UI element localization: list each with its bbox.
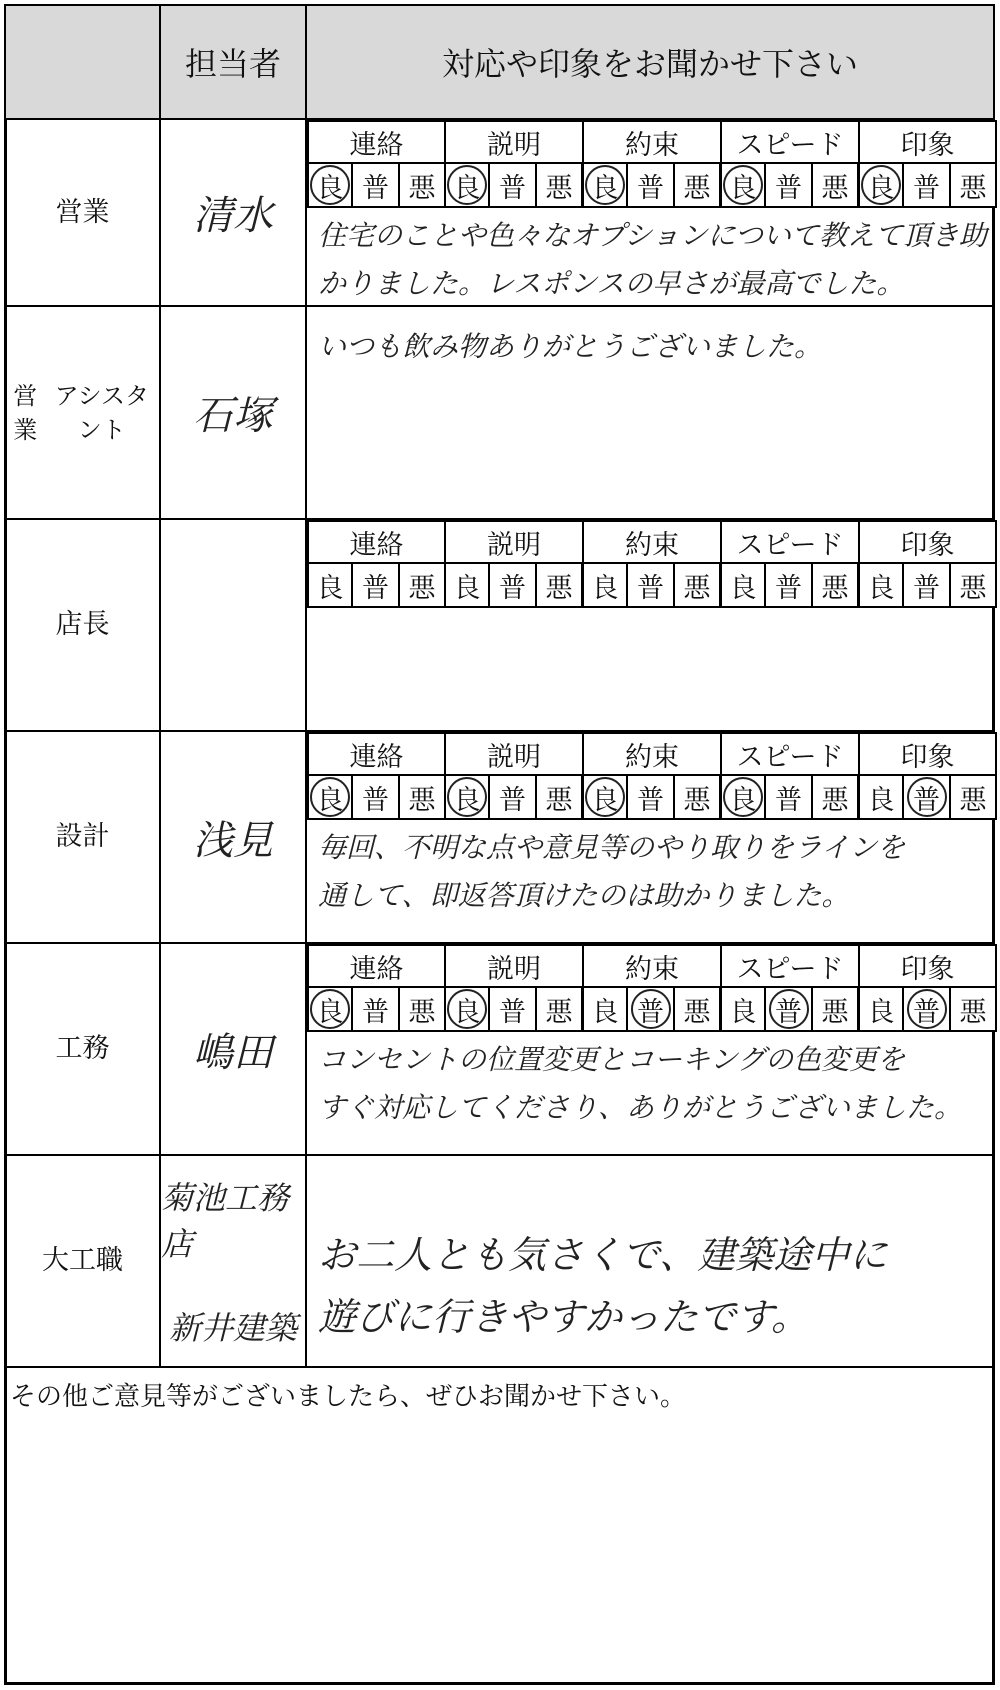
handwritten-comment-line: 通して、即返答頂けたのは助かりました。 — [318, 879, 850, 912]
rating-option[interactable] — [444, 162, 490, 208]
rating-option[interactable] — [535, 162, 583, 208]
selection-circle-icon — [310, 165, 350, 205]
staff-name-cell — [159, 305, 307, 520]
role-cell — [4, 942, 161, 1156]
rating-option-label: 悪 — [959, 996, 987, 1028]
role-label: 大工職 — [42, 1245, 123, 1276]
rating-category-label: 約束 — [582, 120, 722, 164]
selection-circle-icon — [861, 165, 901, 205]
rating-option-label: 悪 — [408, 572, 436, 604]
rating-option-label: 良 — [453, 172, 481, 204]
rating-option[interactable] — [949, 162, 997, 208]
rating-option-label: 普 — [637, 172, 664, 204]
rating-category-label: 説明 — [444, 944, 584, 988]
staff-name: 浅見 — [193, 817, 273, 864]
rating-option[interactable] — [626, 986, 675, 1032]
rating-option[interactable] — [398, 986, 446, 1032]
rating-option-label: 悪 — [545, 172, 573, 204]
rating-option-label: 普 — [637, 996, 664, 1028]
rating-option[interactable] — [720, 986, 766, 1032]
staff-name: 菊池工務店 — [161, 1179, 290, 1263]
staff-name: 清水 — [193, 193, 273, 239]
selection-circle-icon — [631, 989, 671, 1029]
rating-category-label: 約束 — [582, 520, 722, 564]
role-cell — [4, 118, 161, 307]
rating-option[interactable] — [949, 562, 997, 608]
rating-option[interactable] — [582, 162, 628, 208]
rating-category-label: 連絡 — [307, 120, 446, 164]
rating-option[interactable] — [673, 986, 721, 1032]
rating-option-label: 良 — [867, 784, 895, 816]
role-cell — [4, 730, 161, 944]
rating-option[interactable] — [811, 986, 859, 1032]
rating-category-label: 約束 — [582, 944, 722, 988]
role-label: アシスタント — [54, 381, 149, 444]
rating-option-label: 普 — [775, 572, 802, 604]
rating-option[interactable] — [582, 562, 628, 608]
selection-circle-icon — [447, 165, 487, 205]
rating-option[interactable] — [858, 562, 904, 608]
rating-option[interactable] — [444, 986, 490, 1032]
selection-circle-icon — [585, 777, 625, 817]
footer-label: その他ご意見等がございましたら、ぜひお聞かせ下さい。 — [10, 1382, 687, 1412]
header-role-cell — [4, 4, 161, 120]
rating-option[interactable] — [444, 774, 490, 820]
rating-option[interactable] — [720, 562, 766, 608]
rating-option-label: 良 — [316, 996, 344, 1028]
rating-option[interactable] — [858, 986, 904, 1032]
handwritten-comment-line: 住宅のことや色々なオプションについて教えて頂き助 — [318, 219, 987, 252]
rating-option[interactable] — [720, 774, 766, 820]
rating-option-label: 良 — [453, 996, 481, 1028]
header-prompt — [305, 4, 995, 120]
header-tantou — [159, 4, 307, 120]
selection-circle-icon — [310, 989, 350, 1029]
rating-option-label: 良 — [729, 572, 757, 604]
rating-option-label: 良 — [591, 172, 619, 204]
handwritten-comment-line: かりました。レスポンスの早さが最高でした。 — [318, 267, 905, 300]
rating-option-label: 良 — [867, 172, 895, 204]
rating-option[interactable] — [535, 986, 583, 1032]
rating-option-label: 良 — [591, 784, 619, 816]
staff-name-cell — [159, 118, 307, 307]
rating-option[interactable] — [398, 774, 446, 820]
rating-option-label: 悪 — [959, 172, 987, 204]
handwritten-comment-line: 遊びに行きやすかったです。 — [318, 1295, 809, 1339]
rating-option[interactable] — [673, 562, 721, 608]
rating-option[interactable] — [307, 162, 353, 208]
rating-option-label: 良 — [729, 784, 757, 816]
rating-option[interactable] — [902, 162, 951, 208]
selection-circle-icon — [907, 777, 947, 817]
rating-option[interactable] — [351, 562, 400, 608]
rating-option[interactable] — [949, 774, 997, 820]
rating-option[interactable] — [488, 162, 537, 208]
rating-option[interactable] — [488, 562, 537, 608]
rating-category-label: 印象 — [858, 944, 997, 988]
rating-option[interactable] — [811, 562, 859, 608]
rating-option-label: 普 — [913, 572, 940, 604]
staff-name: 新井建築 — [168, 1309, 297, 1347]
rating-option-label: 普 — [499, 172, 526, 204]
rating-option-label: 良 — [729, 172, 757, 204]
role-label: 店長 — [55, 609, 110, 640]
rating-option[interactable] — [764, 774, 813, 820]
rating-category-label: 約束 — [582, 732, 722, 776]
rating-option[interactable] — [858, 774, 904, 820]
rating-category-label: スピード — [720, 120, 860, 164]
header-tantou-label: 担当者 — [184, 45, 281, 83]
rating-option[interactable] — [902, 986, 951, 1032]
rating-option[interactable] — [764, 162, 813, 208]
rating-option-label: 普 — [637, 784, 664, 816]
rating-category-label: スピード — [720, 732, 860, 776]
rating-category-label: 連絡 — [307, 732, 446, 776]
rating-option[interactable] — [351, 162, 400, 208]
rating-option-label: 悪 — [821, 784, 849, 816]
footer-box — [4, 1366, 995, 1685]
rating-option[interactable] — [858, 162, 904, 208]
staff-name: 石塚 — [193, 393, 273, 439]
rating-option-label: 良 — [591, 996, 619, 1028]
handwritten-comment-line: お二人とも気さくで、建築途中に — [318, 1233, 888, 1277]
staff-name-cell — [159, 730, 307, 944]
rating-option[interactable] — [626, 562, 675, 608]
staff-name: 嶋田 — [193, 1029, 273, 1076]
rating-option-label: 普 — [499, 996, 526, 1028]
rating-option-label: 悪 — [545, 996, 573, 1028]
rating-option[interactable] — [488, 774, 537, 820]
rating-option-label: 悪 — [959, 572, 987, 604]
handwritten-comment-line: コンセントの位置変更とコーキングの色変更を — [318, 1043, 906, 1076]
selection-circle-icon — [585, 165, 625, 205]
rating-option[interactable] — [811, 774, 859, 820]
staff-name-cell — [159, 1154, 307, 1368]
rating-option-label: 普 — [362, 572, 389, 604]
rating-option-label: 悪 — [959, 784, 987, 816]
rating-option-label: 普 — [362, 784, 389, 816]
rating-option[interactable] — [488, 986, 537, 1032]
rating-option[interactable] — [582, 986, 628, 1032]
rating-option-label: 普 — [913, 996, 940, 1028]
rating-option-label: 悪 — [821, 572, 849, 604]
rating-option-label: 悪 — [408, 172, 436, 204]
rating-option[interactable] — [535, 774, 583, 820]
rating-option-label: 普 — [362, 996, 389, 1028]
rating-option[interactable] — [811, 162, 859, 208]
selection-circle-icon — [310, 777, 350, 817]
rating-category-label: 印象 — [858, 520, 997, 564]
rating-option-label: 悪 — [683, 784, 711, 816]
rating-option[interactable] — [949, 986, 997, 1032]
rating-option-label: 悪 — [408, 996, 436, 1028]
rating-category-label: 連絡 — [307, 944, 446, 988]
rating-option-label: 良 — [867, 996, 895, 1028]
rating-option[interactable] — [307, 774, 353, 820]
selection-circle-icon — [447, 989, 487, 1029]
rating-option-label: 悪 — [683, 172, 711, 204]
rating-category-label: 印象 — [858, 732, 997, 776]
rating-option[interactable] — [351, 774, 400, 820]
role-cell — [4, 1154, 161, 1368]
rating-category-label: 説明 — [444, 732, 584, 776]
rating-category-label: 説明 — [444, 520, 584, 564]
rating-option-label: 普 — [913, 784, 940, 816]
rating-option[interactable] — [720, 162, 766, 208]
rating-option[interactable] — [351, 986, 400, 1032]
rating-option-label: 良 — [316, 784, 344, 816]
rating-option-label: 良 — [729, 996, 757, 1028]
rating-option-label: 普 — [362, 172, 389, 204]
selection-circle-icon — [447, 777, 487, 817]
rating-option[interactable] — [902, 562, 951, 608]
rating-option-label: 良 — [867, 572, 895, 604]
rating-option[interactable] — [626, 774, 675, 820]
rating-option[interactable] — [307, 562, 353, 608]
rating-category-label: 説明 — [444, 120, 584, 164]
rating-option-label: 普 — [775, 996, 802, 1028]
rating-option-label: 良 — [591, 572, 619, 604]
staff-name-cell — [159, 518, 307, 732]
selection-circle-icon — [769, 989, 809, 1029]
rating-option-label: 悪 — [408, 784, 436, 816]
rating-option[interactable] — [582, 774, 628, 820]
rating-option[interactable] — [673, 774, 721, 820]
rating-option[interactable] — [444, 562, 490, 608]
handwritten-comment-line: いつも飲み物ありがとうございました。 — [318, 330, 823, 363]
rating-option-label: 普 — [637, 572, 664, 604]
role-cell — [4, 305, 161, 520]
rating-option[interactable] — [626, 162, 675, 208]
rating-option-label: 悪 — [545, 784, 573, 816]
rating-category-label: 印象 — [858, 120, 997, 164]
rating-option-label: 悪 — [683, 996, 711, 1028]
rating-option[interactable] — [764, 562, 813, 608]
rating-option[interactable] — [307, 986, 353, 1032]
rating-option-label: 普 — [913, 172, 940, 204]
rating-option[interactable] — [673, 162, 721, 208]
role-cell — [4, 518, 161, 732]
handwritten-comment-line: すぐ対応してくださり、ありがとうございました。 — [318, 1091, 963, 1124]
selection-circle-icon — [723, 777, 763, 817]
rating-option-label: 良 — [453, 572, 481, 604]
rating-option-label: 悪 — [821, 172, 849, 204]
rating-option[interactable] — [764, 986, 813, 1032]
role-label: 設計 — [55, 821, 110, 852]
rating-option[interactable] — [398, 562, 446, 608]
rating-option-label: 良 — [316, 172, 344, 204]
role-label: 工務 — [55, 1033, 110, 1064]
rating-category-label: スピード — [720, 520, 860, 564]
rating-option-label: 普 — [499, 784, 526, 816]
selection-circle-icon — [907, 989, 947, 1029]
rating-option-label: 普 — [775, 784, 802, 816]
selection-circle-icon — [723, 165, 763, 205]
rating-option-label: 普 — [775, 172, 802, 204]
role-label: 営業 — [13, 381, 38, 444]
role-label: 営業 — [55, 196, 110, 228]
rating-option-label: 悪 — [683, 572, 711, 604]
header-prompt-label: 対応や印象をお聞かせ下さい — [441, 45, 858, 83]
rating-category-label: 連絡 — [307, 520, 446, 564]
staff-name-cell — [159, 942, 307, 1156]
rating-option-label: 悪 — [545, 572, 573, 604]
rating-option[interactable] — [902, 774, 951, 820]
rating-option-label: 悪 — [821, 996, 849, 1028]
handwritten-comment-line: 毎回、不明な点や意見等のやり取りをラインを — [318, 831, 906, 864]
rating-option[interactable] — [398, 162, 446, 208]
rating-option-label: 良 — [453, 784, 481, 816]
rating-category-label: スピード — [720, 944, 860, 988]
rating-option-label: 良 — [316, 572, 344, 604]
rating-option[interactable] — [535, 562, 583, 608]
rating-option-label: 普 — [499, 572, 526, 604]
